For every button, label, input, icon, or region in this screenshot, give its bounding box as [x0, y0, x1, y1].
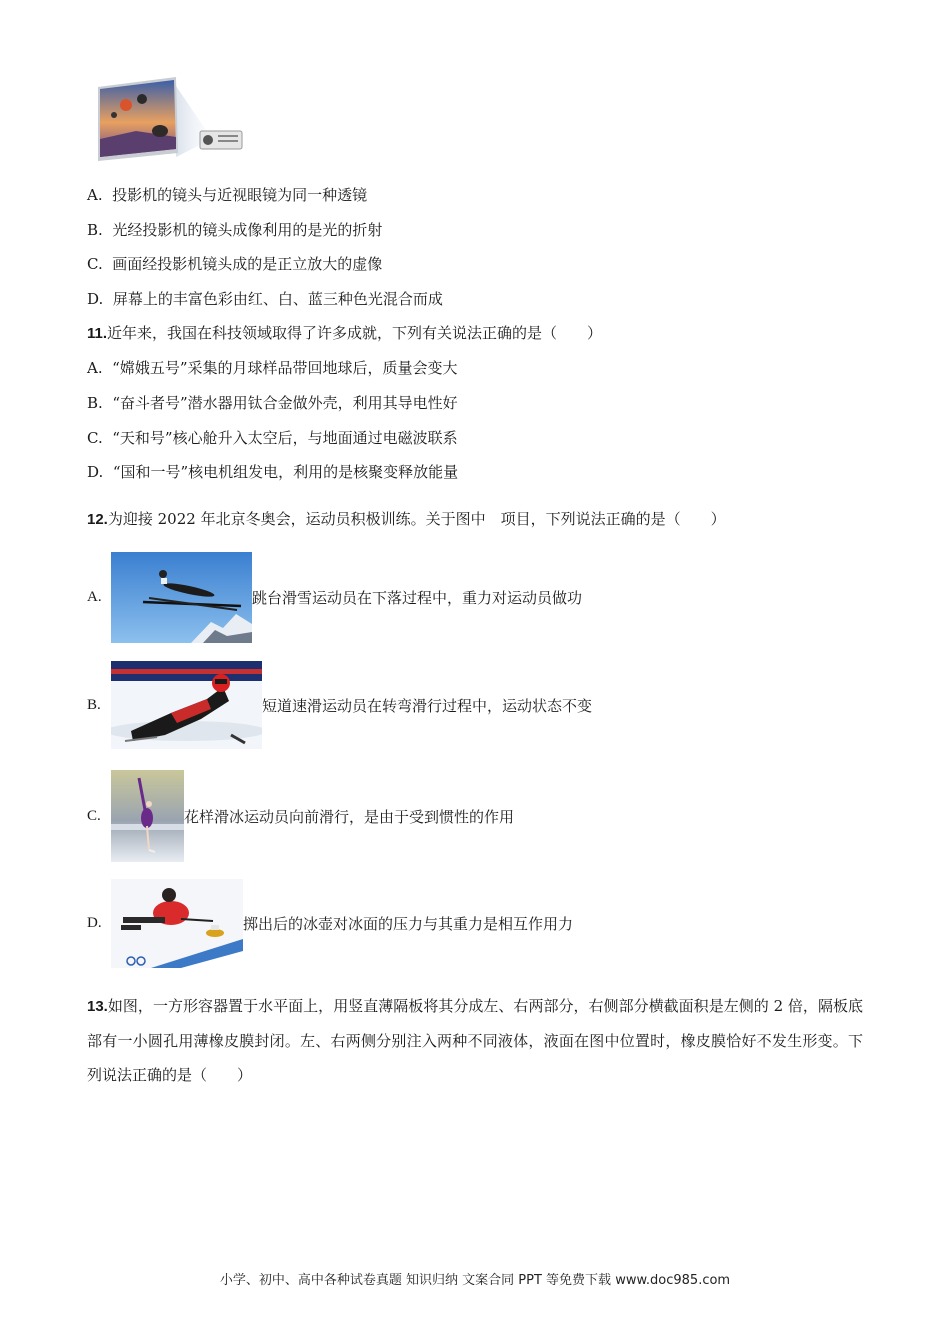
q11-option-a: A. “嫦娥五号”采集的月球样品带回地球后，质量会变大 — [87, 359, 458, 377]
q12-option-a: A. 跳台滑雪运动员在下落过程中，重力对运动员做功 — [87, 552, 582, 643]
ski-jump-photo — [111, 552, 252, 643]
q12-option-b: B. 短道速滑运动员在转弯滑行过程中，运动状态不变 — [87, 661, 592, 749]
q11-stem: 11.近年来，我国在科技领域取得了许多成就，下列有关说法正确的是（ ） — [87, 324, 603, 342]
curling-photo — [111, 879, 243, 968]
figure-skating-photo — [111, 770, 184, 862]
q12-option-c: C. 花样滑冰运动员向前滑行，是由于受到惯性的作用 — [87, 770, 514, 862]
page-footer: 小学、初中、高中各种试卷真题 知识归纳 文案合同 PPT 等免费下载 www.doc985.com — [219, 1273, 731, 1288]
q10-option-b: B. 光经投影机的镜头成像利用的是光的折射 — [87, 221, 383, 239]
speed-skating-photo — [111, 661, 262, 749]
q10-option-c: C. 画面经投影机镜头成的是正立放大的虚像 — [87, 255, 383, 273]
q11-option-d: D. “国和一号”核电机组发电，利用的是核聚变释放能量 — [87, 463, 459, 481]
q10-option-a: A. 投影机的镜头与近视眼镜为同一种透镜 — [87, 186, 368, 204]
q12-stem: 12.为迎接 2022 年北京冬奥会，运动员积极训练。关于图中 项目，下列说法正确的是（ ） — [87, 510, 726, 528]
projector-image — [96, 75, 246, 163]
q10-option-d: D. 屏幕上的丰富色彩由红、白、蓝三种色光混合而成 — [87, 290, 443, 308]
q12-option-d: D. 掷出后的冰壶对冰面的压力与其重力是相互作用力 — [87, 879, 573, 968]
q11-option-c: C. “天和号”核心舱升入太空后，与地面通过电磁波联系 — [87, 429, 458, 447]
q11-option-b: B. “奋斗者号”潜水器用钛合金做外壳，利用其导电性好 — [87, 394, 458, 412]
q13-stem: 13.如图，一方形容器置于水平面上，用竖直薄隔板将其分成左、右两部分，右侧部分横截面积是左侧的 2 倍，隔板底部有一小圆孔用薄橡皮膜封闭。左、右两侧分别注入两种不同液体，液面在图中位置时，橡皮膜恰好不发生形变。下列说法正确的是（ ） — [87, 997, 863, 1084]
